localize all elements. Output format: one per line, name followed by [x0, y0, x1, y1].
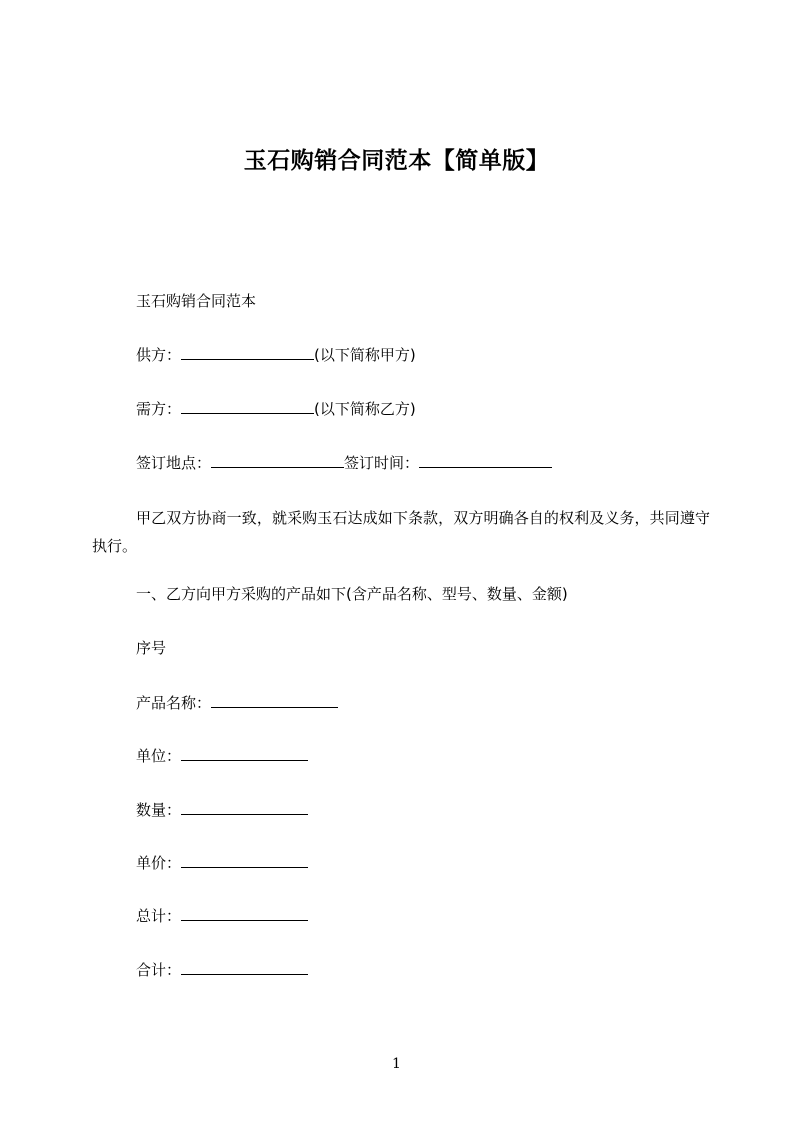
buyer-note: (以下简称乙方) — [314, 400, 416, 418]
buyer-label: 需方： — [136, 400, 182, 418]
subtotal-blank — [181, 905, 308, 921]
unit-label: 单位： — [136, 747, 182, 765]
unit-line — [136, 745, 308, 766]
sign-time-label: 签订时间： — [344, 454, 420, 472]
sign-place-label: 签订地点： — [136, 454, 212, 472]
unit-price-line — [136, 852, 308, 873]
intro-paragraph: 甲乙双方协商一致，就采购玉石达成如下条款，双方明确各自的权利及义务，共同遵守执行。 — [92, 509, 710, 555]
document-title: 玉石购销合同范本【简单版】 — [243, 148, 550, 174]
total-line — [136, 959, 308, 980]
product-name-label: 产品名称： — [136, 694, 212, 712]
subtotal-line — [136, 905, 308, 926]
quantity-label: 数量： — [136, 801, 182, 819]
supplier-line — [136, 344, 416, 365]
unit-blank — [181, 745, 308, 761]
buyer-blank — [181, 398, 314, 414]
buyer-line — [136, 398, 416, 419]
supplier-note: (以下简称甲方) — [314, 346, 416, 364]
contract-subtitle: 玉石购销合同范本 — [136, 292, 257, 310]
product-name-line — [136, 692, 338, 713]
signing-line — [136, 452, 552, 473]
sign-place-blank — [211, 452, 344, 468]
sign-time-blank — [419, 452, 552, 468]
quantity-blank — [181, 799, 308, 815]
total-label: 合计： — [136, 961, 182, 979]
quantity-line — [136, 799, 308, 820]
unit-price-label: 单价： — [136, 854, 182, 872]
unit-price-blank — [181, 852, 308, 868]
product-name-blank — [211, 692, 338, 708]
total-blank — [181, 959, 308, 975]
page-number: 1 — [392, 1056, 401, 1072]
section-1-heading: 一、乙方向甲方采购的产品如下(含产品名称、型号、数量、金额) — [136, 585, 568, 603]
supplier-label: 供方： — [136, 346, 182, 364]
supplier-blank — [181, 344, 314, 360]
serial-label: 序号 — [136, 639, 167, 657]
subtotal-label: 总计： — [136, 907, 182, 925]
